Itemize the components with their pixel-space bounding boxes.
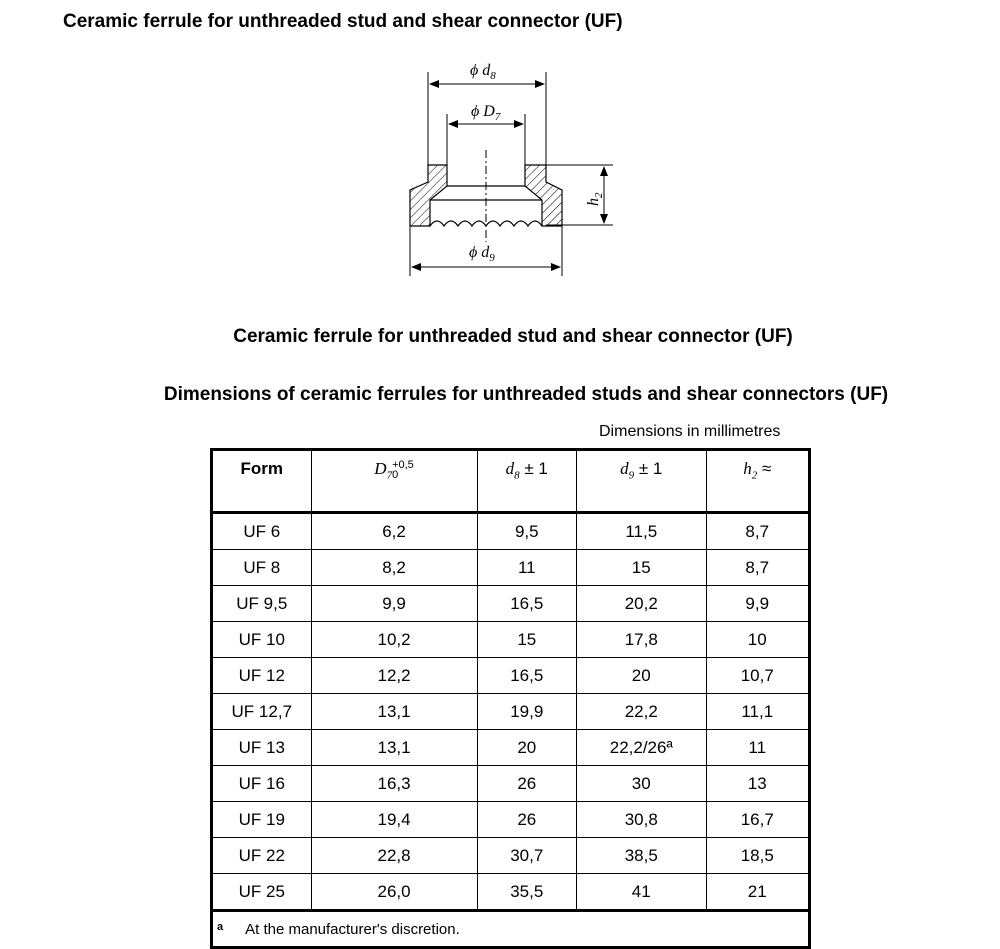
table-cell: 13,1 bbox=[311, 694, 477, 730]
table-cell: 13,1 bbox=[311, 730, 477, 766]
table-cell: UF 13 bbox=[212, 730, 312, 766]
table-row bbox=[212, 874, 810, 911]
table-cell: 16,5 bbox=[477, 658, 576, 694]
table-footnote: $^a$ At the manufacturer's discretion. bbox=[212, 911, 810, 948]
table-cell: 20 bbox=[477, 730, 576, 766]
table-cell: 41 bbox=[577, 874, 706, 911]
table-cell: UF 16 bbox=[212, 766, 312, 802]
header-d9: $d_9 \pm 1$ bbox=[577, 450, 706, 513]
table-row bbox=[212, 802, 810, 838]
table-row bbox=[212, 550, 810, 586]
table-cell: 11 bbox=[706, 730, 810, 766]
table-cell: 21 bbox=[706, 874, 810, 911]
table-cell: 16,3 bbox=[311, 766, 477, 802]
table-cell: 16,5 bbox=[477, 586, 576, 622]
table-cell: 26 bbox=[477, 802, 576, 838]
table-cell: 12,2 bbox=[311, 658, 477, 694]
units-note: Dimensions in millimetres bbox=[599, 423, 781, 440]
header-D7: $D_7+0,5$ 0 bbox=[311, 450, 477, 513]
table-cell: 15 bbox=[577, 550, 706, 586]
table-cell: UF 12 bbox=[212, 658, 312, 694]
table-cell: 16,7 bbox=[706, 802, 810, 838]
table-row bbox=[212, 730, 810, 766]
table-cell: 30,7 bbox=[477, 838, 576, 874]
table-cell: 13 bbox=[706, 766, 810, 802]
table-cell: UF 25 bbox=[212, 874, 312, 911]
header-h2: $h_2$ ≈ bbox=[706, 450, 810, 513]
header-form: Form bbox=[212, 450, 312, 513]
table-row bbox=[212, 838, 810, 874]
table-cell: 8,7 bbox=[706, 513, 810, 550]
table-row bbox=[212, 766, 810, 802]
label-d8: ϕ $d_8$ bbox=[470, 62, 496, 82]
table-cell: 11 bbox=[477, 550, 576, 586]
table-cell: 11,1 bbox=[706, 694, 810, 730]
table-cell: 22,8 bbox=[311, 838, 477, 874]
table-cell: 10,7 bbox=[706, 658, 810, 694]
table-cell: 9,9 bbox=[706, 586, 810, 622]
table-cell: UF 12,7 bbox=[212, 694, 312, 730]
label-h2: $h_2$ bbox=[585, 192, 605, 206]
table-cell: 10,2 bbox=[311, 622, 477, 658]
table-cell: 10 bbox=[706, 622, 810, 658]
table-title: Dimensions of ceramic ferrules for unthreaded studs and shear connectors (UF) bbox=[163, 384, 889, 405]
table-cell: UF 9,5 bbox=[212, 586, 312, 622]
table-cell: 35,5 bbox=[477, 874, 576, 911]
table-cell: 8,7 bbox=[706, 550, 810, 586]
table-cell: 20,2 bbox=[577, 586, 706, 622]
table-cell: UF 19 bbox=[212, 802, 312, 838]
table-body bbox=[212, 513, 810, 911]
table-row bbox=[212, 586, 810, 622]
table-cell: 18,5 bbox=[706, 838, 810, 874]
table-cell: 6,2 bbox=[311, 513, 477, 550]
table-cell: 17,8 bbox=[577, 622, 706, 658]
header-d8: $d_8 \pm 1$ bbox=[477, 450, 576, 513]
table-cell: 22,2/26ª bbox=[577, 730, 706, 766]
table-cell: 20 bbox=[577, 658, 706, 694]
table-cell: 11,5 bbox=[577, 513, 706, 550]
table-cell: UF 10 bbox=[212, 622, 312, 658]
page-heading: Ceramic ferrule for unthreaded stud and shear connector (UF) bbox=[63, 11, 623, 32]
table-cell: 19,9 bbox=[477, 694, 576, 730]
table-cell: 26 bbox=[477, 766, 576, 802]
table-cell: 9,9 bbox=[311, 586, 477, 622]
table-row bbox=[212, 513, 810, 550]
ferrule-drawing bbox=[0, 0, 1000, 300]
table-cell: 15 bbox=[477, 622, 576, 658]
table-row bbox=[212, 694, 810, 730]
table-cell: 8,2 bbox=[311, 550, 477, 586]
table-cell: 26,0 bbox=[311, 874, 477, 911]
table-cell: 22,2 bbox=[577, 694, 706, 730]
table-cell: UF 6 bbox=[212, 513, 312, 550]
figure-caption: Ceramic ferrule for unthreaded stud and shear connector (UF) bbox=[233, 326, 793, 347]
table-row bbox=[212, 658, 810, 694]
table-cell: 9,5 bbox=[477, 513, 576, 550]
table-cell: UF 22 bbox=[212, 838, 312, 874]
label-D7: ϕ $D_7$ bbox=[471, 103, 501, 123]
table-cell: UF 8 bbox=[212, 550, 312, 586]
table-cell: 30,8 bbox=[577, 802, 706, 838]
table-cell: 38,5 bbox=[577, 838, 706, 874]
table-row bbox=[212, 622, 810, 658]
table-cell: 30 bbox=[577, 766, 706, 802]
dimensions-table bbox=[210, 448, 811, 949]
label-d9: ϕ $d_9$ bbox=[469, 244, 495, 264]
table-cell: 19,4 bbox=[311, 802, 477, 838]
